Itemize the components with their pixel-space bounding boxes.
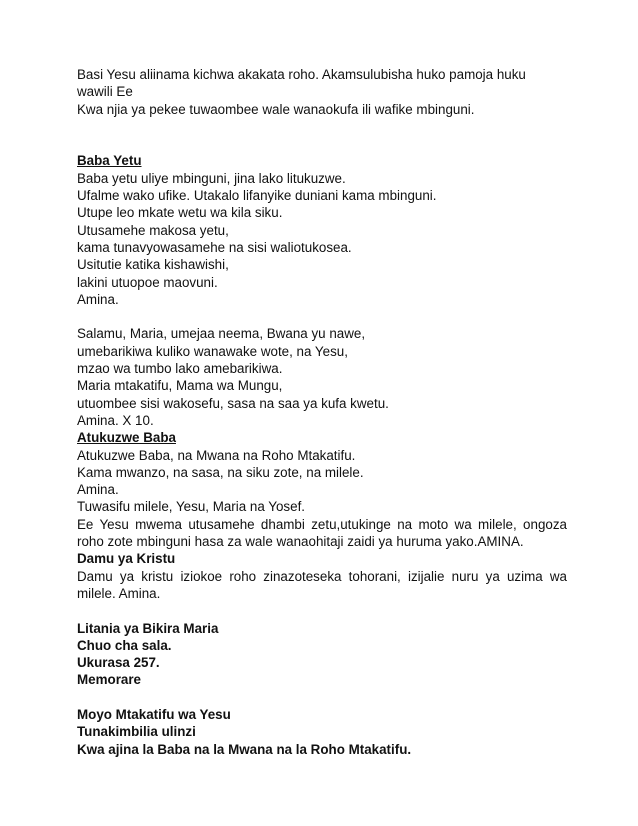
prayer-line: Utupe leo mkate wetu wa kila siku. xyxy=(77,205,283,221)
prayer-line: Baba yetu uliye mbinguni, jina lako litukuzwe. xyxy=(77,170,346,186)
document-page xyxy=(77,66,567,758)
prayer-line: Maria mtakatifu, Mama wa Mungu, xyxy=(77,378,283,394)
prayer-line: umebarikiwa kuliko wanawake wote, na Yesu, xyxy=(77,343,348,359)
atukuzwe-section xyxy=(77,429,567,550)
baba-yetu-section xyxy=(77,152,567,308)
intro-section xyxy=(77,66,567,118)
spacer xyxy=(77,135,567,152)
damu-section xyxy=(77,550,567,602)
spacer xyxy=(77,118,567,135)
prayer-line: Salamu, Maria, umejaa neema, Bwana yu nawe, xyxy=(77,326,366,342)
prayer-paragraph: Damu ya kristu iziokoe roho zinazoteseka tohorani, izijalie nuru ya uzima wa milele. Amina. xyxy=(77,568,567,601)
intro-line: Basi Yesu aliinama kichwa akakata roho. Akamsulubisha huko pamoja huku xyxy=(77,67,526,82)
litania-line: Ukurasa 257. xyxy=(77,655,160,671)
litania-line: Litania ya Bikira Maria xyxy=(77,620,219,636)
prayer-line: mzao wa tumbo lako amebarikiwa. xyxy=(77,361,283,377)
moyo-line: Kwa ajina la Baba na la Mwana na la Roho Mtakatifu. xyxy=(77,741,412,757)
baba-yetu-heading: Baba Yetu xyxy=(77,153,142,169)
prayer-line: Tuwasifu milele, Yesu, Maria na Yosef. xyxy=(77,499,306,515)
moyo-line: Tunakimbilia ulinzi xyxy=(77,724,196,740)
salamu-maria-section xyxy=(77,325,567,429)
prayer-line: Kama mwanzo, na sasa, na siku zote, na milele. xyxy=(77,464,364,480)
atukuzwe-heading: Atukuzwe Baba xyxy=(77,430,176,446)
prayer-line: utuombee sisi wakosefu, sasa na saa ya kufa kwetu. xyxy=(77,395,389,411)
litania-line: Memorare xyxy=(77,672,142,688)
prayer-line: Atukuzwe Baba, na Mwana na Roho Mtakatifu. xyxy=(77,447,356,463)
moyo-section xyxy=(77,706,567,758)
intro-line: Kwa njia ya pekee tuwaombee wale wanaokufa ili wafike mbinguni. xyxy=(77,101,475,117)
prayer-line: lakini utuopoe maovuni. xyxy=(77,274,218,290)
prayer-line: Ufalme wako ufike. Utakalo lifanyike duniani kama mbinguni. xyxy=(77,188,437,204)
spacer xyxy=(77,602,567,619)
prayer-line: Amina. xyxy=(77,291,119,307)
litania-line: Chuo cha sala. xyxy=(77,637,172,653)
prayer-line: Amina. xyxy=(77,482,119,498)
moyo-line: Moyo Mtakatifu wa Yesu xyxy=(77,706,231,722)
prayer-line: Amina. X 10. xyxy=(77,412,154,428)
prayer-line: Usitutie katika kishawishi, xyxy=(77,257,229,273)
intro-line: wawili Ee xyxy=(77,84,133,100)
spacer xyxy=(77,308,567,325)
prayer-paragraph: Ee Yesu mwema utusamehe dhambi zetu,utukinge na moto wa milele, ongoza roho zote mbinguni hasa za wale wanaohitaji zaidi ya huruma yako.AMINA. xyxy=(77,516,567,550)
litania-section xyxy=(77,620,567,689)
prayer-line: Utusamehe makosa yetu, xyxy=(77,222,229,238)
spacer xyxy=(77,689,567,706)
prayer-line: kama tunavyowasamehe na sisi waliotukosea. xyxy=(77,239,352,255)
damu-heading: Damu ya Kristu xyxy=(77,551,176,567)
